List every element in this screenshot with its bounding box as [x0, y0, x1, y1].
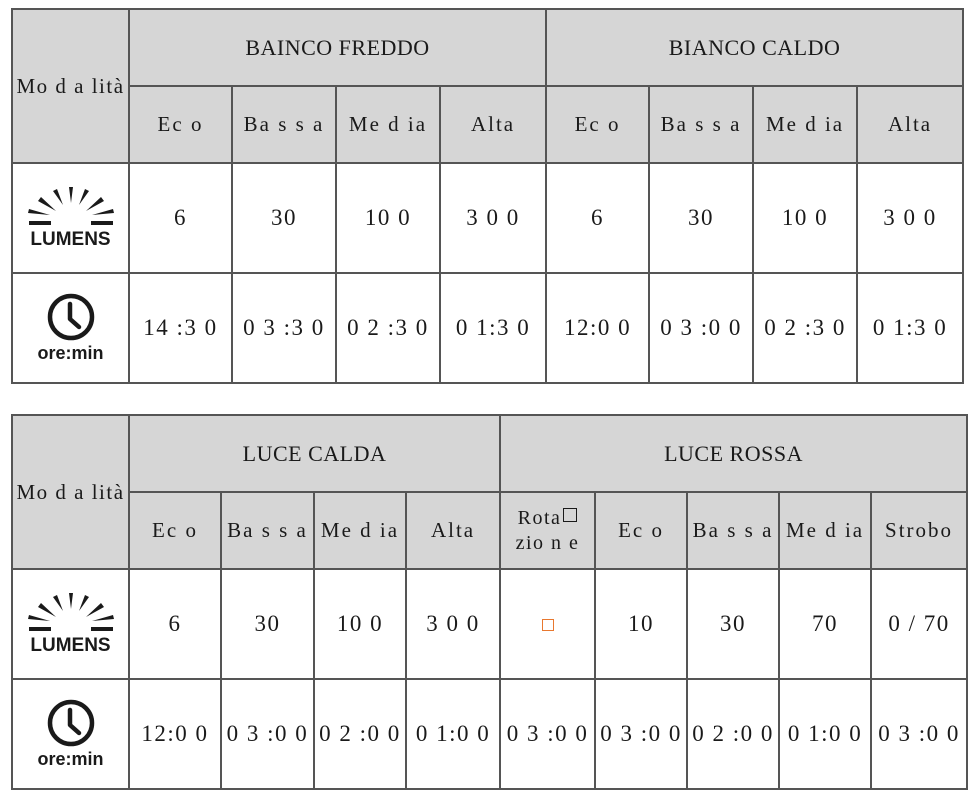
mode-header: Mo d a lità [12, 9, 129, 163]
lumens-value: 30 [232, 163, 336, 273]
mode-header: Mo d a lità [12, 415, 129, 569]
lumens-value: 30 [221, 569, 314, 679]
rotation-label-line2: zio n e [515, 531, 580, 554]
subheader-low: Ba s s a [687, 492, 779, 569]
runtime-value: 0 1:0 0 [779, 679, 871, 789]
lumens-value: 30 [687, 569, 779, 679]
lumens-value: 30 [649, 163, 753, 273]
subheader-high: Alta [406, 492, 500, 569]
lumens-row-header [12, 569, 129, 679]
lumens-row-header [12, 163, 129, 273]
lumens-value: 6 [546, 163, 649, 273]
runtime-value: 0 1:3 0 [857, 273, 963, 383]
lumens-value: 10 [595, 569, 687, 679]
group-header-cool-white: BAINCO FREDDO [129, 9, 546, 86]
lumens-value: 6 [129, 569, 221, 679]
runtime-value: 12:0 0 [546, 273, 649, 383]
time-label: ore:min [37, 749, 104, 769]
lumens-value: 0 / 70 [871, 569, 967, 679]
runtime-value: 0 2 :0 0 [687, 679, 779, 789]
square-symbol-icon [563, 508, 577, 522]
clock-icon [46, 698, 96, 748]
lumens-label: LUMENS [30, 635, 111, 656]
subheader-high: Alta [440, 86, 546, 163]
runtime-table-white-light [11, 8, 964, 384]
runtime-value: 0 1:0 0 [406, 679, 500, 789]
lumens-value: 70 [779, 569, 871, 679]
runtime-value: 0 3 :3 0 [232, 273, 336, 383]
lumens-value: 3 0 0 [406, 569, 500, 679]
subheader-low: Ba s s a [221, 492, 314, 569]
lumens-value: 3 0 0 [857, 163, 963, 273]
subheader-low: Ba s s a [649, 86, 753, 163]
group-header-red-light: LUCE ROSSA [500, 415, 967, 492]
runtime-value: 0 2 :3 0 [753, 273, 857, 383]
runtime-value: 0 3 :0 0 [595, 679, 687, 789]
sun-rays-icon [26, 185, 116, 229]
runtime-row-header [12, 679, 129, 789]
subheader-high: Alta [857, 86, 963, 163]
lumens-value: 10 0 [336, 163, 440, 273]
runtime-value: 0 3 :0 0 [500, 679, 595, 789]
rotation-lumens-value [500, 569, 595, 679]
runtime-table-warm-red-light [11, 414, 968, 790]
subheader-medium: Me d ia [779, 492, 871, 569]
subheader-strobe: Strobo [871, 492, 967, 569]
lumens-value: 10 0 [753, 163, 857, 273]
subheader-eco: Ec o [546, 86, 649, 163]
time-label: ore:min [37, 343, 104, 363]
group-header-warm-white: BIANCO CALDO [546, 9, 963, 86]
group-header-warm-light: LUCE CALDA [129, 415, 500, 492]
subheader-medium: Me d ia [753, 86, 857, 163]
subheader-rotation [500, 492, 595, 569]
subheader-eco: Ec o [595, 492, 687, 569]
sun-rays-icon [26, 591, 116, 635]
orange-square-icon [542, 619, 554, 631]
subheader-low: Ba s s a [232, 86, 336, 163]
runtime-value: 0 2 :0 0 [314, 679, 406, 789]
subheader-eco: Ec o [129, 86, 232, 163]
rotation-label-line1: Rota [517, 506, 562, 529]
runtime-value: 0 2 :3 0 [336, 273, 440, 383]
runtime-value: 0 3 :0 0 [221, 679, 314, 789]
lumens-label: LUMENS [30, 229, 111, 250]
runtime-value: 0 3 :0 0 [649, 273, 753, 383]
runtime-value: 0 1:3 0 [440, 273, 546, 383]
subheader-medium: Me d ia [314, 492, 406, 569]
lumens-value: 3 0 0 [440, 163, 546, 273]
lumens-value: 10 0 [314, 569, 406, 679]
runtime-value: 14 :3 0 [129, 273, 232, 383]
subheader-medium: Me d ia [336, 86, 440, 163]
clock-icon [46, 292, 96, 342]
runtime-value: 0 3 :0 0 [871, 679, 967, 789]
lumens-value: 6 [129, 163, 232, 273]
runtime-row-header [12, 273, 129, 383]
runtime-value: 12:0 0 [129, 679, 221, 789]
subheader-eco: Ec o [129, 492, 221, 569]
